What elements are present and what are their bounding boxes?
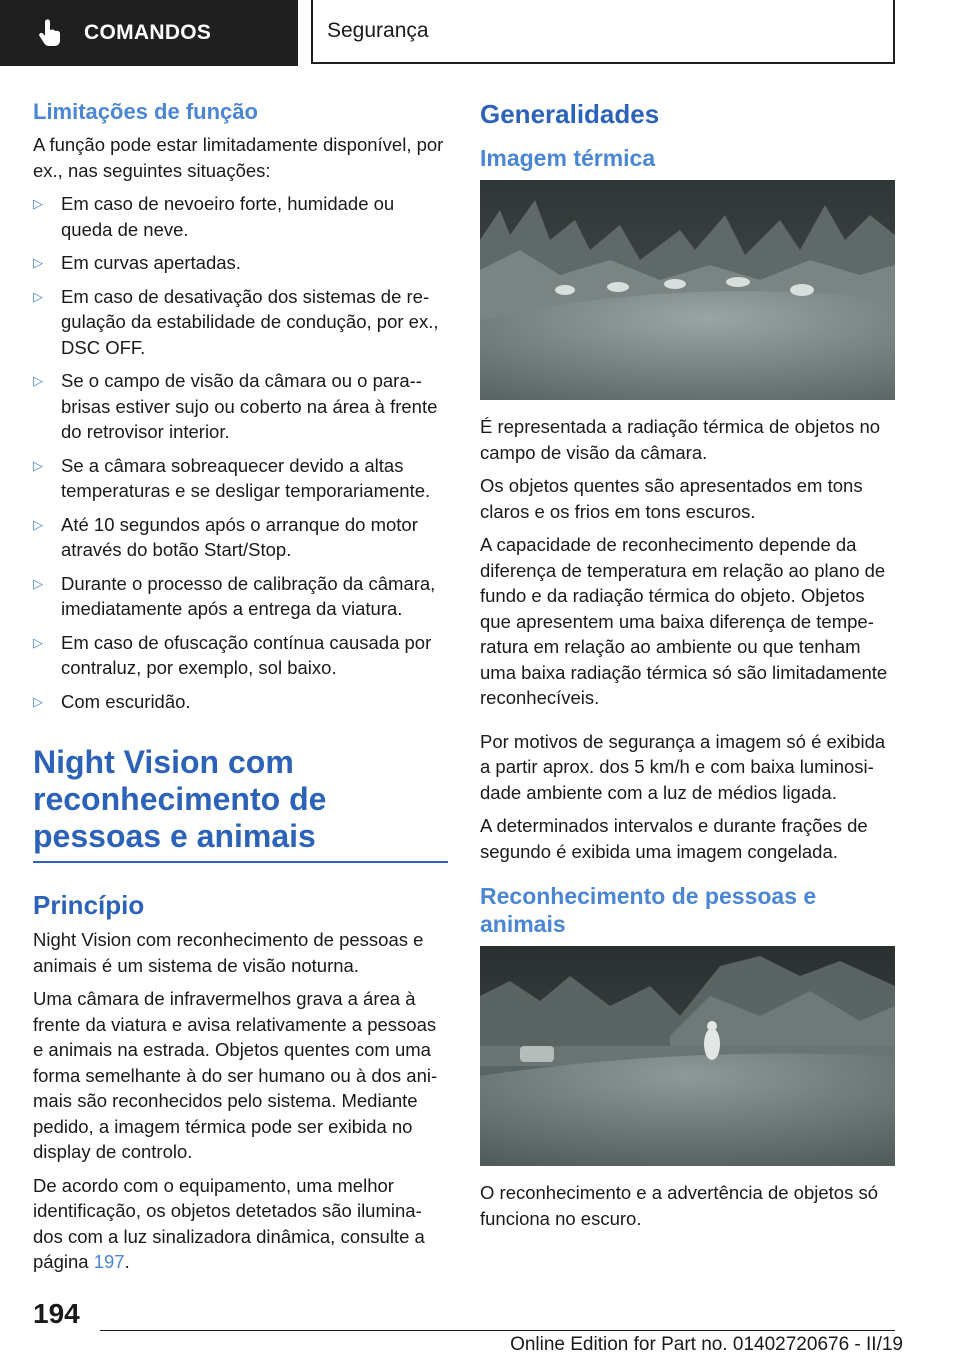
page-number: 194	[33, 1298, 80, 1329]
left-column	[33, 98, 448, 1283]
triangle-bullet-icon: ▷	[33, 196, 43, 211]
general-title: Generalidades	[480, 99, 660, 129]
recognition-p1: O reconhecimento e a advertência de objetos só funciona no escuro.	[480, 1182, 878, 1229]
list-item: ▷ Em caso de nevoeiro forte, humidade ou queda de neve.	[33, 193, 395, 240]
limitations-intro: A função pode estar limitadamente disponível, por ex., nas seguintes situações:	[33, 134, 444, 181]
main-title: Night Vision com reconhecimento de pessoas e animais	[33, 744, 327, 854]
thermal-title: Imagem térmica	[480, 145, 656, 171]
triangle-bullet-icon: ▷	[33, 634, 43, 650]
thermal-image-pedestrian	[480, 946, 895, 1166]
thermal-p5: A determinados intervalos e durante frações de segundo é exibida uma imagem congelada.	[480, 815, 868, 862]
triangle-bullet-icon: ▷	[33, 516, 43, 532]
list-item: ▷ Em caso de desativação dos sistemas de re-gulação da estabilidade de condução, por ex., DSC OFF.	[33, 285, 439, 358]
thermal-p3: A capacidade de reconhecimento depende da diferença de temperatura em relação ao plano de fundo e da radiação térmica do objeto. Objetos que apresentem uma baixa diferença de tempe-ratura em relação ao ambiente ou que tenham uma baixa radiação térmica só são limitadamente reconhecíveis.	[480, 534, 888, 708]
triangle-bullet-icon: ▷	[33, 693, 43, 709]
page-reference-link[interactable]: 197	[93, 1251, 125, 1272]
thermal-p2: Os objetos quentes são apresentados em tons claros e os frios em tons escuros.	[480, 475, 863, 522]
list-item: ▷ Em caso de ofuscação contínua causada por contraluz, por exemplo, sol baixo.	[33, 631, 432, 678]
principle-p2: Uma câmara de infravermelhos grava a área à frente da viatura e avisa relativamente a pessoas e animais na estrada. Objetos quentes com uma forma semelhante à do ser humano ou à dos ani-mais são reconhecidos pelo sistema. Mediante pedido, a imagem térmica pode ser exibida no display de controlo.	[33, 988, 438, 1162]
thermal-p1: É representada a radiação térmica de objetos no campo de visão da câmara.	[480, 416, 881, 463]
chapter-label: COMANDOS	[84, 21, 212, 44]
hand-touch-icon	[36, 18, 64, 48]
recognition-title: Reconhecimento de pessoas e animais	[480, 883, 817, 937]
principle-p3: De acordo com o equipamento, uma melhor identificação, os objetos detetados são ilumina-dos com a luz sinalizadora dinâmica, consulte a página 197.	[33, 1174, 425, 1272]
principle-title: Princípio	[33, 890, 145, 920]
edition-footer: Online Edition for Part no. 01402720676 - II/19	[510, 1334, 903, 1355]
list-item: ▷ Se o campo de visão da câmara ou o para--brisas estiver sujo ou coberto na área à frente do retrovisor interior.	[33, 370, 438, 442]
thermal-p4: Por motivos de segurança a imagem só é exibida a partir aprox. dos 5 km/h e com baixa luminosi-dade ambiente com a luz de médios ligada.	[480, 730, 886, 803]
triangle-bullet-icon: ▷	[33, 457, 43, 473]
list-item: ▷ Até 10 segundos após o arranque do motor através do botão Start/Stop.	[33, 513, 418, 560]
right-column	[480, 98, 895, 1239]
chapter-tab	[0, 0, 298, 66]
list-item: ▷ Com escuridão.	[33, 689, 448, 715]
section-label: Segurança	[327, 19, 429, 42]
list-item: ▷ Em curvas apertadas.	[33, 250, 448, 276]
limitations-list	[33, 191, 448, 714]
title-divider	[33, 861, 448, 863]
principle-p1: Night Vision com reconhecimento de pessoas e animais é um sistema de visão noturna.	[33, 929, 424, 976]
thermal-image-animals	[480, 180, 895, 400]
triangle-bullet-icon: ▷	[33, 255, 43, 270]
triangle-bullet-icon: ▷	[33, 373, 43, 388]
list-item: ▷ Se a câmara sobreaquecer devido a altas temperaturas e se desligar temporariamente.	[33, 454, 431, 501]
footer-divider	[100, 1330, 895, 1331]
limitations-title: Limitações de função	[33, 99, 258, 124]
triangle-bullet-icon: ▷	[33, 575, 43, 591]
section-header	[311, 0, 895, 64]
list-item: ▷ Durante o processo de calibração da câmara, imediatamente após a entrega da viatura.	[33, 572, 436, 619]
triangle-bullet-icon: ▷	[33, 288, 43, 304]
